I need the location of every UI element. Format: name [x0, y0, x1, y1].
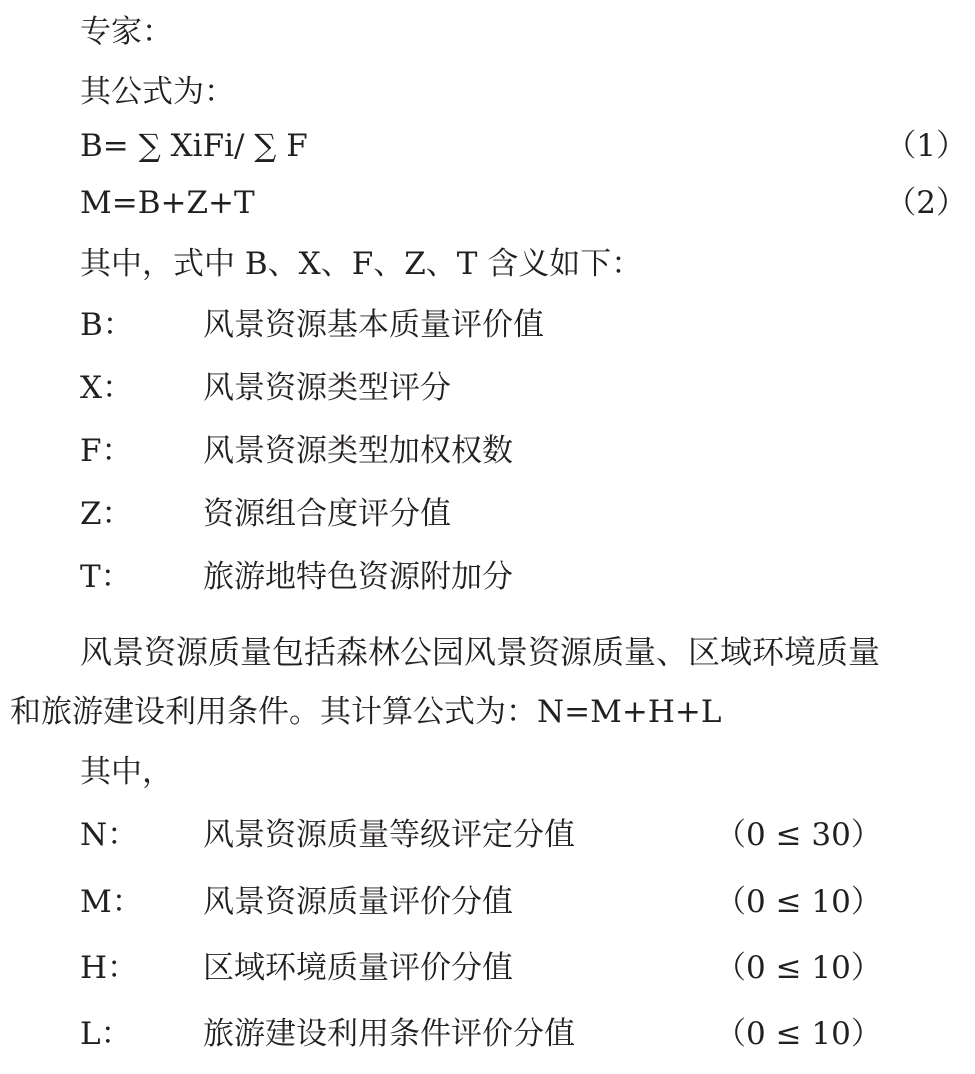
equation-2-number: （2）	[885, 185, 967, 221]
definition-label: X：	[80, 370, 134, 406]
score-text: 区域环境质量评价分值	[203, 950, 513, 986]
definition-text: 资源组合度评分值	[203, 496, 451, 532]
score-range: （0 ≤ 10）	[715, 884, 882, 920]
score-text: 风景资源质量等级评定分值	[203, 817, 575, 853]
definition-text: 旅游地特色资源附加分	[203, 559, 513, 595]
expert-heading: 专家：	[80, 14, 173, 50]
second-intro: 其中，	[80, 754, 173, 790]
definitions-intro: 其中，式中 B、X、F、Z、T 含义如下：	[80, 246, 643, 282]
definition-label: F：	[80, 433, 133, 469]
score-range: （0 ≤ 30）	[715, 817, 882, 853]
paragraph-line-1: 风景资源质量包括森林公园风景资源质量、区域环境质量	[80, 633, 881, 671]
formula-intro: 其公式为：	[80, 74, 235, 110]
score-text: 旅游建设利用条件评价分值	[203, 1016, 575, 1052]
definition-label: T：	[80, 559, 132, 595]
score-range: （0 ≤ 10）	[715, 950, 882, 986]
equation-1-number: （1）	[885, 128, 967, 164]
definition-text: 风景资源类型评分	[203, 370, 451, 406]
definition-text: 风景资源基本质量评价值	[203, 307, 544, 343]
definition-label: Z：	[80, 496, 133, 532]
score-label: N：	[80, 817, 139, 853]
paragraph-line-2: 和旅游建设利用条件。其计算公式为：N=M+H+L	[10, 694, 722, 730]
score-label: L：	[80, 1016, 132, 1052]
score-text: 风景资源质量评价分值	[203, 884, 513, 920]
score-label: H：	[80, 950, 139, 986]
score-label: M：	[80, 884, 143, 920]
score-range: （0 ≤ 10）	[715, 1016, 882, 1052]
definition-text: 风景资源类型加权权数	[203, 433, 513, 469]
equation-1-formula: B= ∑ XiFi/ ∑ F	[80, 128, 308, 164]
definition-label: B：	[80, 307, 134, 343]
equation-2-formula: M=B+Z+T	[80, 185, 255, 221]
